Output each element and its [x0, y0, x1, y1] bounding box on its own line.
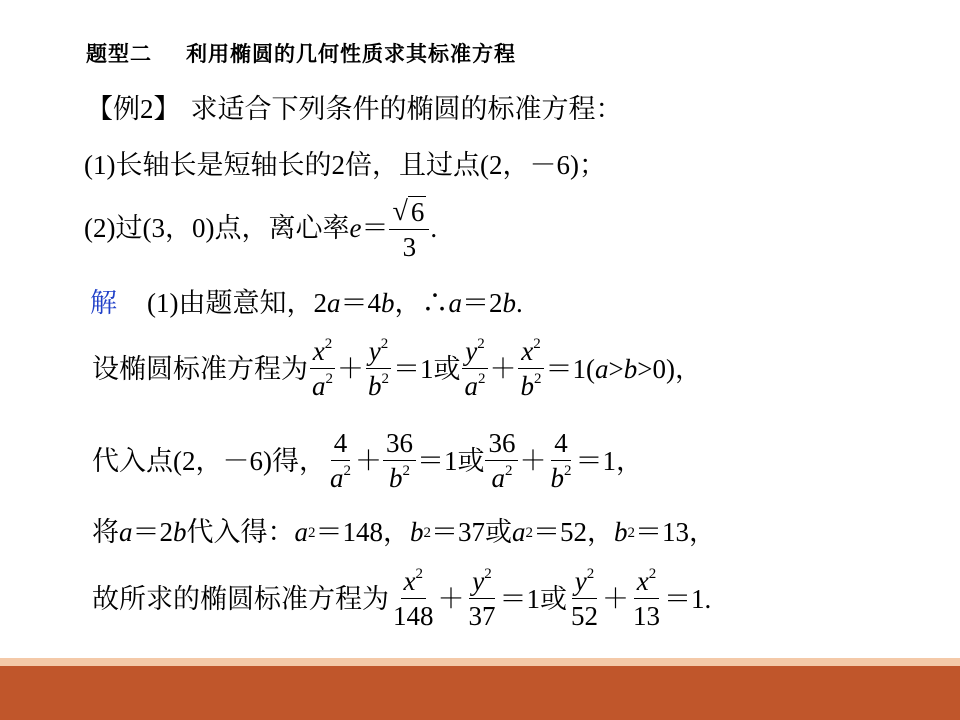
solution-line-3: 代入点(2，－6)得， $\frac{4}{a^2}$ ＋ $\frac{36}{b^2}$ ＝1或 $\frac{36}{a^2}$ ＋ $\frac{4}{b^2}$ ＝1，: [92, 428, 643, 493]
footer-band: [0, 666, 960, 720]
solution-label: 解: [90, 288, 117, 318]
example-tag: 【例2】: [86, 94, 181, 124]
fraction-x2-13: $\frac{x^2}{13}$: [633, 566, 660, 631]
footer-accent-strip: [0, 658, 960, 666]
fraction-x2-a2: $\frac{x^2}{a^2}$: [309, 338, 336, 400]
condition-1-text: (1)长轴长是短轴长的2倍，且过点(2，－6)；: [84, 150, 606, 180]
fraction-x2-148: $\frac{x^2}{148}$: [393, 566, 434, 631]
solution-line-5: 故所求的椭圆标准方程为 $\frac{x^2}{148}$ ＋ $\frac{y^2}{37}$ ＝1或 $\frac{y^2}{52}$ ＋ $\frac{x^2}{13}$ ＝1.: [92, 566, 712, 631]
example-prompt: 求适合下列条件的椭圆的标准方程：: [190, 94, 623, 124]
fraction-4-b2: $\frac{4}{b^2}$: [550, 428, 572, 493]
fraction-x2-b2: $\frac{x^2}{b^2}$: [518, 338, 545, 400]
example-prompt-line: [86, 96, 623, 123]
fraction-36-a2: $\frac{36}{a^2}$: [485, 430, 518, 492]
equals-sign: ＝: [361, 213, 389, 243]
solution-line-1: 解 (1)由题意知，2 a ＝4 b ，∴ a ＝2 b .: [90, 288, 523, 318]
solution-line-4: 将 a ＝2 b 代入得： a 2 ＝148， b 2 ＝37或 a 2 ＝52， b 2 ＝13，: [92, 517, 716, 547]
sqrt-symbol: √ 6: [392, 196, 425, 227]
condition-2: (2)过(3，0)点，离心率 e ＝ √ 6 3 .: [84, 196, 438, 262]
fraction-y2-52: $\frac{y^2}{52}$: [571, 566, 598, 631]
section-heading: [86, 44, 516, 65]
section-heading-number: 题型二: [86, 42, 152, 66]
eccentricity-variable: e: [349, 213, 362, 243]
eccentricity-fraction: √ 6 3: [389, 196, 429, 261]
solution-line-2: 设椭圆标准方程为 $\frac{x^2}{a^2}$ ＋ $\frac{y^2}{b^2}$ ＝1或 $\frac{y^2}{a^2}$ ＋ $\frac{x^2}{b^2}$ ＝1( a > b >0)，: [92, 336, 702, 401]
condition-1: [84, 152, 606, 179]
section-heading-title: 利用椭圆的几何性质求其标准方程: [186, 42, 516, 66]
fraction-y2-a2: $\frac{y^2}{a^2}$: [462, 338, 489, 400]
fraction-y2-b2: $\frac{y^2}{b^2}$: [365, 338, 392, 400]
footer-bar: [0, 658, 960, 720]
fraction-36-b2: $\frac{36}{b^2}$: [383, 430, 416, 492]
condition-2-text: (2)过(3，0)点，离心率: [84, 213, 350, 243]
fraction-4-a2: $\frac{4}{a^2}$: [329, 428, 351, 493]
fraction-y2-37: $\frac{y^2}{37}$: [468, 566, 496, 631]
